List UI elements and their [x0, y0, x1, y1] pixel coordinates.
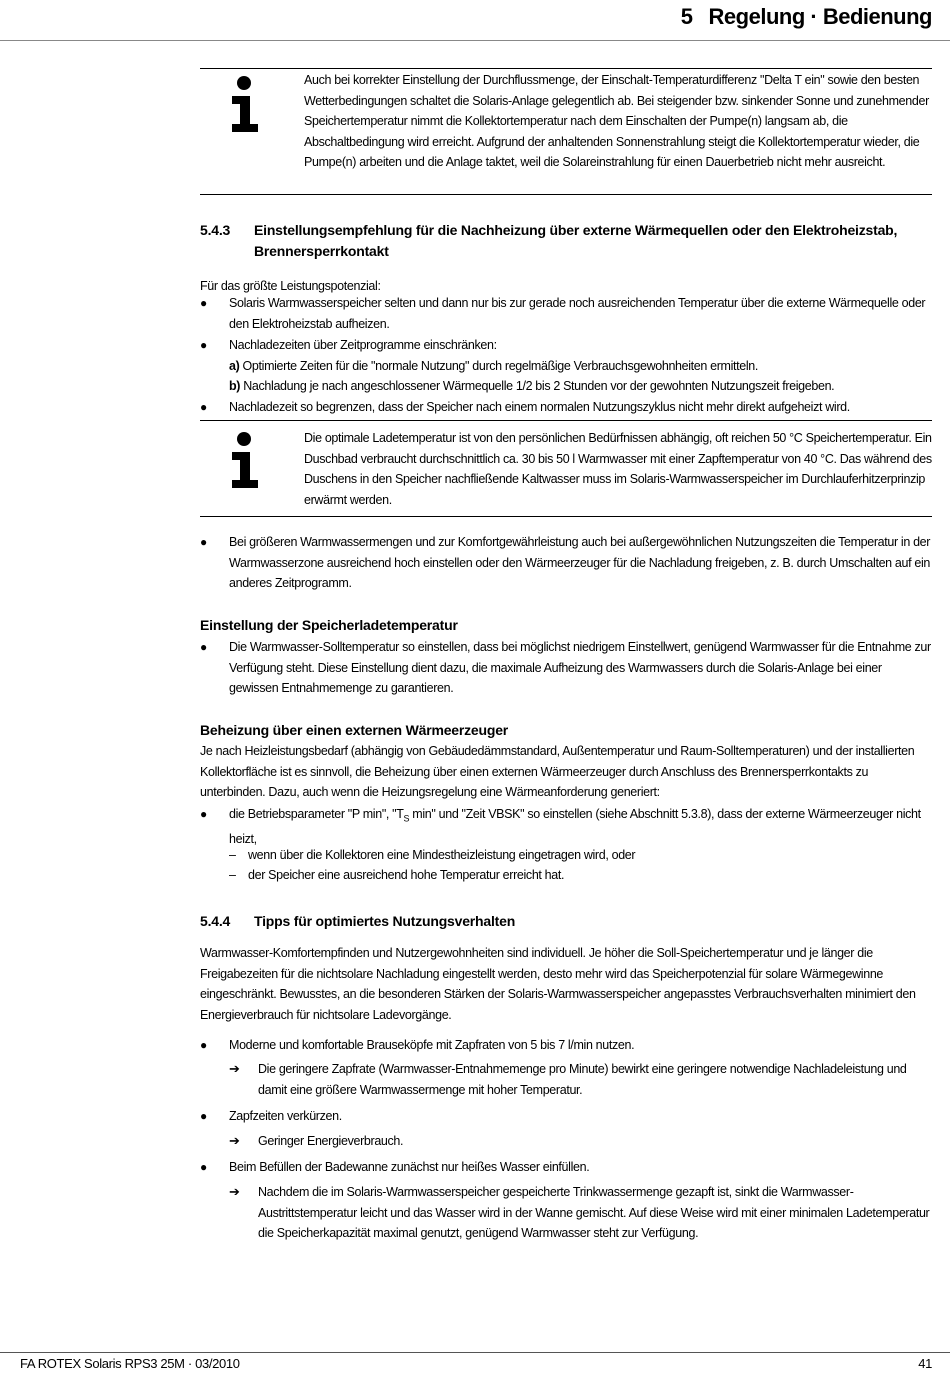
tip-text: Zapfzeiten verkürzen.	[229, 1109, 342, 1123]
bullet-text	[229, 804, 933, 850]
bullet-text: Die Warmwasser-Solltemperatur so einstellen, dass bei möglichst niedrigem Einstellwert, genügend Warmwasser für die Entnahme zur Verfügung steht. Diese Einstellung dient dazu, die maximale Aufheizung des Warmwassers durch die Solaris-Anlage bei einer gewissen Entnahmemenge zu garantieren.	[229, 640, 931, 695]
info-icon	[228, 432, 262, 488]
dash-item: wenn über die Kollektoren eine Mindestheizleistung eingetragen wird, oder	[248, 848, 636, 862]
subheading-beheizung: Beheizung über einen externen Wärmeerzeuger	[200, 722, 509, 738]
bullet-text-part: min" und "Zeit VBSK" so einstellen (siehe Abschnitt 5.3.8), dass der externe Wärmeerzeuger nicht heizt,	[229, 807, 921, 846]
bullet-icon: ●	[200, 400, 207, 414]
bullet-text: Bei größeren Warmwassermengen und zur Komfortgewährleistung auch bei außergewöhnlichen Nutzungszeiten die Temperatur in der Warmwasserzone ausreichend hoch einstellen oder den Wärmeerzeuger für die Nachladung freigeben, z. B. durch Umschalten auf ein anderes Zeitprogramm.	[229, 535, 931, 590]
subscript: S	[403, 813, 410, 824]
bullet-text-part: die Betriebsparameter "P min", "T	[229, 807, 404, 821]
dash-icon: –	[229, 848, 236, 862]
paragraph: Warmwasser-Komfortempfinden und Nutzergewohnheiten sind individuell. Je höher die Soll-Speichertemperatur und je länger die Freigabezeiten für die nichtsolare Nachladung eingestellt werden, desto mehr wird das Speicherpotenzial für solare Wärmegewinne eingeschränkt. Bewusstes, an die besonderen Stärken der Solaris-Warmwasserspeicher angepasstes Verbrauchsverhalten minimiert den Energieverbrauch für nichtsolare Ladevorgänge.	[200, 946, 916, 1022]
bullet-icon: ●	[200, 807, 207, 821]
bullet-icon: ●	[200, 535, 207, 549]
bullet-icon: ●	[200, 1038, 207, 1052]
list-item-a	[229, 356, 933, 377]
bullet-text: Nachladezeiten über Zeitprogramme einschränken:	[229, 338, 497, 352]
bullet-icon: ●	[200, 640, 207, 654]
list-text-a: Optimierte Zeiten für die "normale Nutzung" durch regelmäßige Verbrauchsgewohnheiten ermitteln.	[242, 359, 759, 373]
info-box-bottom-rule	[200, 516, 932, 517]
tip-result: Geringer Energieverbrauch.	[258, 1134, 404, 1148]
list-label-a: a)	[229, 359, 240, 373]
bullet-text: Solaris Warmwasserspeicher selten und dann nur bis zur gerade noch ausreichenden Temperatur über die externe Wärmequelle oder den Elektroheizstab aufheizen.	[229, 296, 926, 331]
bullet-text: Nachladezeit so begrenzen, dass der Speicher nach einem normalen Nutzungszyklus nicht mehr direkt aufgeheizt wird.	[229, 400, 850, 414]
chapter-number: 5	[680, 4, 693, 29]
info-box-bottom-rule	[200, 194, 932, 195]
arrow-right-icon: ➔	[229, 1133, 240, 1148]
section-number: 5.4.4	[200, 913, 231, 929]
page-number: 41	[918, 1356, 932, 1371]
paragraph: Je nach Heizleistungsbedarf (abhängig von Gebäudedämmstandard, Außentemperatur und Raum-Solltemperaturen) und der installierten Kollektorfläche ist es sinnvoll, die Beheizung über einen externen Wärmeerzeuger durch Anschluss des Brennersperrkontakts zu unterbinden. Dazu, auch wenn die Heizungsregelung eine Wärmeanforderung generiert:	[200, 744, 915, 799]
chapter-heading	[681, 4, 932, 30]
intro-text: Für das größte Leistungspotenzial:	[200, 279, 381, 293]
bullet-icon: ●	[200, 338, 207, 352]
tip-text: Moderne und komfortable Brauseköpfe mit Zapfraten von 5 bis 7 l/min nutzen.	[229, 1038, 635, 1052]
bullet-icon: ●	[200, 1109, 207, 1123]
arrow-right-icon: ➔	[229, 1061, 240, 1076]
info-text: Auch bei korrekter Einstellung der Durchflussmenge, der Einschalt-Temperaturdifferenz "Delta T ein" sowie den besten Wetterbedingungen schaltet die Solaris-Anlage gelegentlich ab. Bei steigender bzw. sinkender Sonne und zunehmender Speichertemperatur nimmt die Kollektortemperatur nach dem Einschalten der Pumpe(n) langsam ab, die Abschaltbedingung wird erreicht. Aufgrund der anhaltenden Sonnenstrahlung steigt die Kollektortemperatur wieder, die Pumpe(n) arbeiten und die Anlage taktet, weil die Solareinstrahlung für einen Dauerbetrieb nicht mehr ausreicht.	[304, 73, 929, 169]
list-item-b	[229, 376, 933, 397]
info-box	[200, 420, 932, 516]
subheading-speicherladetemperatur: Einstellung der Speicherladetemperatur	[200, 617, 458, 633]
list-label-b: b)	[229, 379, 241, 393]
bullet-icon: ●	[200, 1160, 207, 1174]
footer-document: FA ROTEX Solaris RPS3 25M · 03/2010	[20, 1356, 240, 1371]
tip-result: Die geringere Zapfrate (Warmwasser-Entnahmemenge pro Minute) bewirkt eine geringere notwendige Nachladeleistung und damit eine größere Warmwassermenge mit hoher Temperatur.	[258, 1062, 907, 1097]
arrow-right-icon: ➔	[229, 1184, 240, 1199]
dash-item: der Speicher eine ausreichend hohe Temperatur erreicht hat.	[248, 868, 565, 882]
section-title: Tipps für optimiertes Nutzungsverhalten	[254, 913, 516, 929]
bullet-icon: ●	[200, 296, 207, 310]
tip-result: Nachdem die im Solaris-Warmwasserspeicher gespeicherte Trinkwassermenge gezapft ist, sinkt die Warmwasser-Austrittstemperatur leicht und das Wasser wird in der Wanne gemischt. Auf diese Weise wird mit einer minimalen Ladetemperatur die Speicherkapazität maximal genutzt, genügend Warmwasser steht zur Verfügung.	[258, 1185, 930, 1240]
info-icon	[228, 76, 262, 132]
section-title: Einstellungsempfehlung für die Nachheizung über externe Wärmequellen oder den Elektroheizstab, Brennersperrkontakt	[254, 222, 898, 259]
info-box	[200, 68, 932, 194]
tip-text: Beim Befüllen der Badewanne zunächst nur heißes Wasser einfüllen.	[229, 1160, 590, 1174]
dash-icon: –	[229, 868, 236, 882]
chapter-title: Regelung · Bedienung	[708, 4, 932, 29]
section-number: 5.4.3	[200, 222, 231, 238]
list-text-b: Nachladung je nach angeschlossener Wärmequelle 1/2 bis 2 Stunden vor der gewohnten Nutzungszeit freigeben.	[243, 379, 835, 393]
footer-rule	[0, 1352, 950, 1353]
info-text: Die optimale Ladetemperatur ist von den persönlichen Bedürfnissen abhängig, oft reichen 50 °C Speichertemperatur. Ein Duschbad verbraucht durchschnittlich ca. 30 bis 50 l Warmwasser mit einer Zapftemperatur von 40 °C. Das während des Duschens in den Speicher nachfließende Kaltwasser muss im Solaris-Warmwasserspeicher im Durchlauferhitzerprinzip erwärmt werden.	[304, 431, 932, 507]
header-rule	[0, 40, 950, 41]
